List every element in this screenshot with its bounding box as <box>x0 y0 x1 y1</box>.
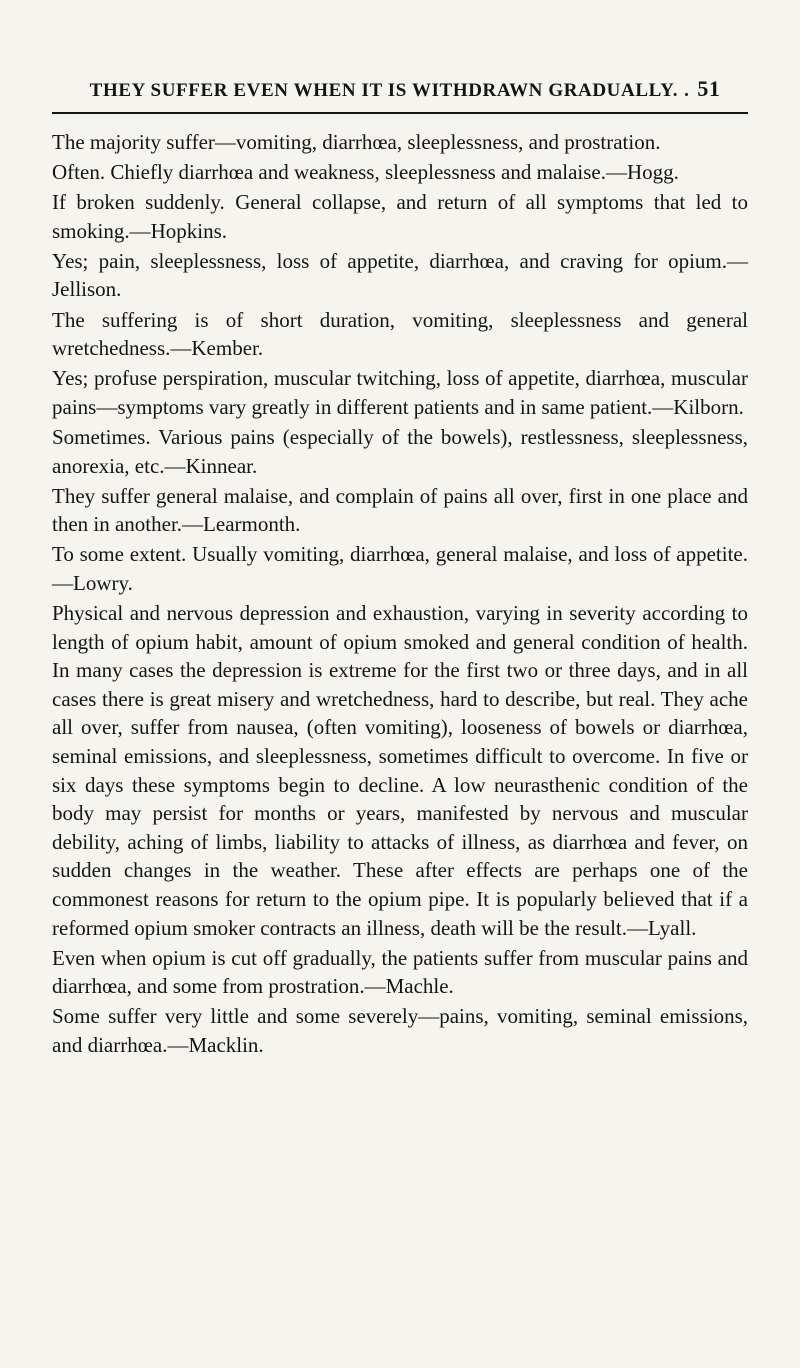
paragraph: To some extent. Usually vomiting, diarrhœa, general malaise, and loss of appetite.—Lowry. <box>52 542 748 595</box>
body-text <box>52 128 748 1060</box>
paragraph: Sometimes. Various pains (especially of the bowels), restlessness, sleeplessness, anorexia, etc.—Kinnear. <box>52 424 748 478</box>
running-head-separator: . <box>684 80 690 101</box>
paragraph: They suffer general malaise, and complain of pains all over, first in one place and then in another.—Learmonth. <box>52 483 748 537</box>
header-rule <box>52 112 748 114</box>
running-head-title: THEY SUFFER EVEN WHEN IT IS WITHDRAWN GRADUALLY. <box>89 80 679 101</box>
paragraph: Physical and nervous depression and exhaustion, varying in severity according to length of opium habit, amount of opium smoked and general condition of health. In many cases the depression is extreme for the first two or three days, and in all cases there is great misery and wretchedness, hard to describe, but real. They ache all over, suffer from nausea, (often vomiting), looseness of bowels or diarrhœa, seminal emissions, and sleeplessness, sometimes difficult to overcome. In five or six days these symptoms begin to decline. A low neurasthenic condition of the body may persist for months or years, manifested by nervous and muscular debility, aching of limbs, liability to attacks of illness, as diarrhœa and fever, on sudden changes in the weather. These after effects are perhaps one of the commonest reasons for return to the opium pipe. It is popularly believed that if a reformed opium smoker contracts an illness, death will be the result.—Lyall. <box>52 601 748 940</box>
paragraph: The suffering is of short duration, vomiting, sleeplessness and general wretchedness.—Kember. <box>52 307 748 361</box>
paragraph: Yes; pain, sleeplessness, loss of appetite, diarrhœa, and craving for opium.—Jellison. <box>52 248 748 302</box>
paragraph: The majority suffer—vomiting, diarrhœa, sleeplessness, and prostration. <box>52 130 661 154</box>
running-head <box>62 76 748 102</box>
paragraph: If broken suddenly. General collapse, and return of all symptoms that led to smoking.—Hopkins. <box>52 190 748 243</box>
paragraph: Some suffer very little and some severely—pains, vomiting, seminal emissions, and diarrhœa.—Macklin. <box>52 1004 748 1057</box>
paragraph: Even when opium is cut off gradually, the patients suffer from muscular pains and diarrhœa, and some from prostration.—Machle. <box>52 945 748 999</box>
paragraph: Often. Chiefly diarrhœa and weakness, sleeplessness and malaise.—Hogg. <box>52 160 679 185</box>
paragraph: Yes; profuse perspiration, muscular twitching, loss of appetite, diarrhœa, muscular pains—symptoms vary greatly in different patients and in same patient.—Kilborn. <box>52 366 748 419</box>
page-number: 51 <box>697 76 721 101</box>
